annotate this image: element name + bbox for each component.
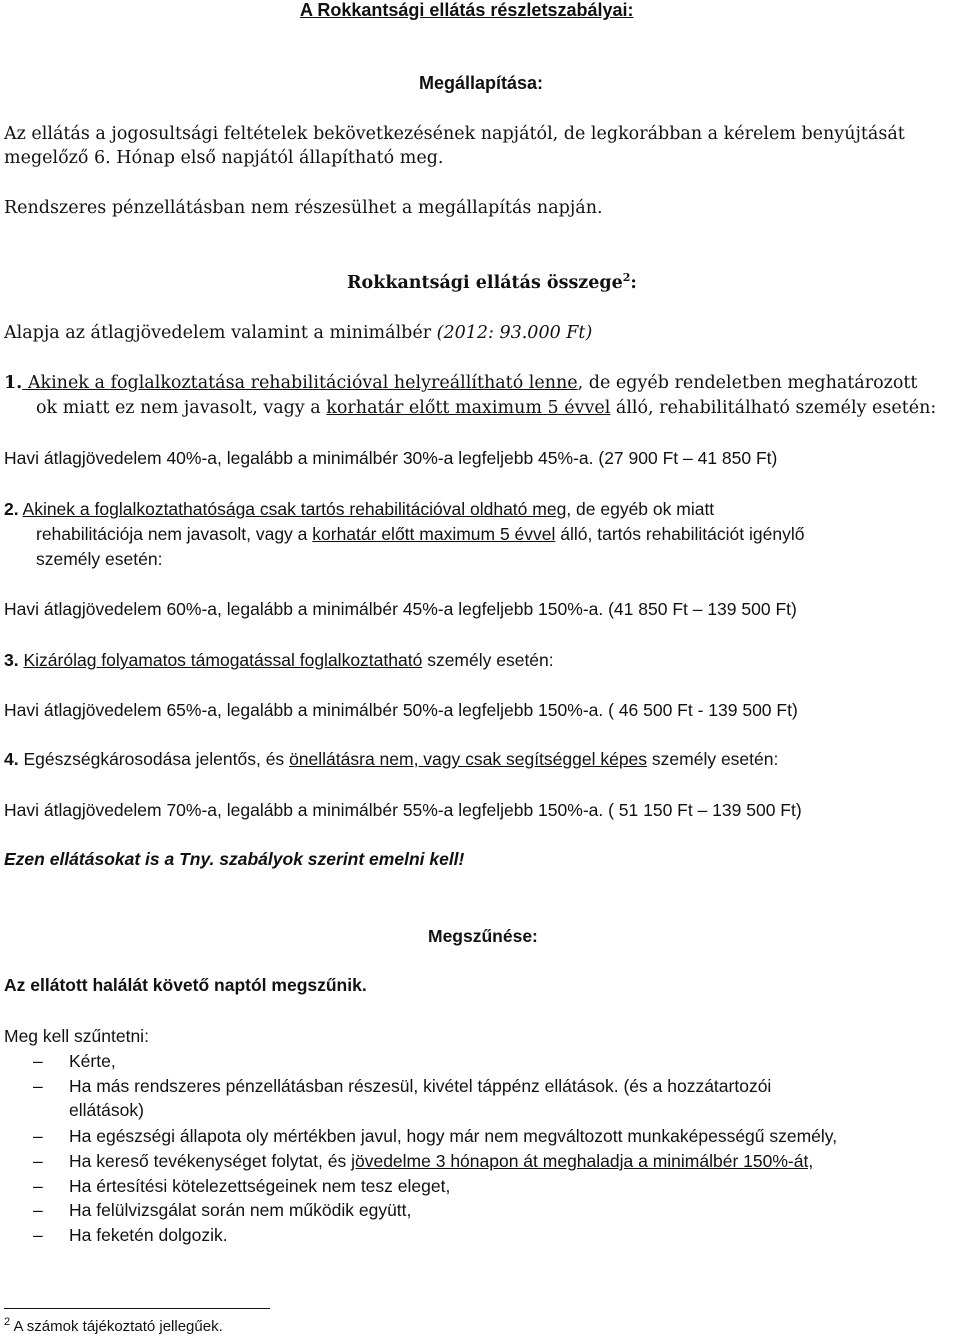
- bullet-dash: –: [33, 1225, 43, 1245]
- document-title: A Rokkantsági ellátás részletszabályai:: [300, 0, 634, 20]
- list-item-3-amount: Havi átlagjövedelem 65%-a, legalább a minimálbér 50%-a legfeljebb 150%-a. ( 46 500 Ft - 139 500 Ft): [4, 700, 798, 720]
- footnote-separator: [4, 1308, 270, 1309]
- list-item: Kérte,: [69, 1051, 116, 1071]
- list-item-2-line: 2. Akinek a foglalkoztathatósága csak tartós rehabilitációval oldható meg, de egyéb ok miatt: [4, 499, 715, 519]
- bullet-dash: –: [33, 1200, 43, 1220]
- footnote-ref: 2: [622, 271, 631, 284]
- bullet-dash: –: [33, 1151, 43, 1171]
- paragraph: Rendszeres pénzellátásban nem részesülhet a megállapítás napján.: [4, 198, 603, 218]
- basis-line: Alapja az átlagjövedelem valamint a minimálbér (2012: 93.000 Ft): [4, 323, 593, 343]
- bullet-dash: –: [33, 1176, 43, 1196]
- bullet-dash: –: [33, 1051, 43, 1071]
- must-stop-label: Meg kell szűntetni:: [4, 1026, 149, 1046]
- death-line: Az ellátott halálát követő naptól megszűnik.: [4, 975, 367, 995]
- footnote-mark: 2: [4, 1316, 11, 1328]
- list-item-1-line: 1. Akinek a foglalkoztatása rehabilitációval helyreállítható lenne, de egyéb rendeletben meghatározott: [4, 373, 918, 393]
- bullet-dash: –: [33, 1076, 43, 1096]
- section-heading-osszege: Rokkantsági ellátás összege$^2$:: [347, 271, 637, 293]
- list-item-1-line: ok miatt ez nem javasolt, vagy a korhatár előtt maximum 5 évvel álló, rehabilitálható személy esetén:: [36, 398, 937, 418]
- list-item-4-amount: Havi átlagjövedelem 70%-a, legalább a minimálbér 55%-a legfeljebb 150%-a. ( 51 150 Ft – 139 500 Ft): [4, 800, 802, 820]
- list-item: Ha kereső tevékenységet folytat, és jövedelme 3 hónapon át meghaladja a minimálbér 150%-át,: [69, 1151, 814, 1171]
- list-item: Ha feketén dolgozik.: [69, 1225, 228, 1245]
- list-item-3-line: 3. Kizárólag folyamatos támogatással foglalkoztatható személy esetén:: [4, 650, 554, 670]
- basis-value: (2012: 93.000 Ft): [436, 323, 593, 343]
- list-item: Ha egészségi állapota oly mértékben javul, hogy már nem megváltozott munkaképességű személy,: [69, 1126, 838, 1146]
- list-item-1-amount: Havi átlagjövedelem 40%-a, legalább a minimálbér 30%-a legfeljebb 45%-a. (27 900 Ft – 41 850 Ft): [4, 448, 778, 468]
- list-item: ellátások): [69, 1100, 144, 1120]
- raise-note: Ezen ellátásokat is a Tny. szabályok szerint emelni kell!: [4, 849, 465, 869]
- footnote: $^2$ A számok tájékoztató jellegűek.: [4, 1316, 223, 1335]
- section-heading-megszunes: Megszűnése:: [428, 926, 538, 946]
- section-heading-megallapitas: Megállapítása:: [419, 73, 544, 93]
- list-item-2-line: rehabilitációja nem javasolt, vagy a korhatár előtt maximum 5 évvel álló, tartós rehabilitációt igénylő: [36, 524, 805, 544]
- list-item-4-line: 4. Egészségkárosodása jelentős, és önellátásra nem, vagy csak segítséggel képes személy esetén:: [4, 749, 779, 769]
- paragraph-line: Az ellátás a jogosultsági feltételek bekövetkezésének napjától, de legkorábban a kérelem benyújtását: [4, 124, 905, 144]
- list-item-2-line: személy esetén:: [36, 549, 163, 569]
- paragraph-line: megelőző 6. Hónap első napjától állapítható meg.: [4, 148, 444, 168]
- list-item-2-amount: Havi átlagjövedelem 60%-a, legalább a minimálbér 45%-a legfeljebb 150%-a. (41 850 Ft – 139 500 Ft): [4, 599, 797, 619]
- list-item: Ha felülvizsgálat során nem működik együtt,: [69, 1200, 412, 1220]
- list-item: Ha értesítési kötelezettségeinek nem tesz eleget,: [69, 1176, 451, 1196]
- list-item: Ha más rendszeres pénzellátásban részesül, kivétel táppénz ellátások. (és a hozzátartozói: [69, 1076, 772, 1096]
- bullet-dash: –: [33, 1126, 43, 1146]
